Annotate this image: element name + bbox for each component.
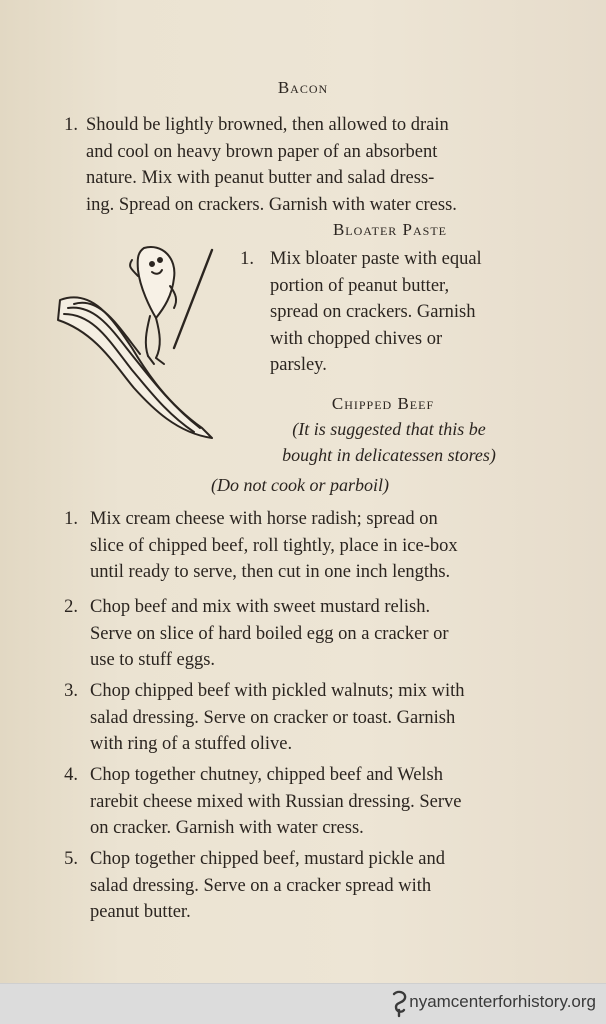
item-line: Chop together chutney, chipped beef and Welsh (90, 765, 443, 785)
item-line: with chopped chives or (270, 328, 443, 349)
item-line: Mix cream cheese with horse radish; spread on (90, 509, 438, 529)
item-number: 4. (64, 765, 78, 785)
item-line: until ready to serve, then cut in one inch lengths. (90, 562, 451, 582)
chipped-item-3 (56, 678, 536, 758)
item-line: slice of chipped beef, roll tightly, place in ice-box (90, 535, 458, 556)
bacon-item-1 (56, 112, 526, 218)
item-line: and cool on heavy brown paper of an absorbent (86, 141, 438, 162)
item-line: salad dressing. Serve on cracker or toast. Garnish (90, 707, 456, 728)
item-line: rarebit cheese mixed with Russian dressing. Serve (90, 791, 462, 812)
watermark-bar (0, 983, 606, 1024)
note-do-not-cook: (Do not cook or parboil) (211, 475, 389, 495)
item-line: nature. Mix with peanut butter and salad dress- (86, 168, 435, 188)
item-line: use to stuff eggs. (90, 650, 216, 670)
heading-chipped-beef: Chipped Beef (331, 394, 435, 413)
chipped-item-4 (56, 762, 536, 842)
bloater-item-1 (232, 246, 522, 379)
item-number: 1. (64, 509, 78, 529)
nyam-logo-icon (388, 988, 410, 1018)
item-line: Chop chipped beef with pickled walnuts; mix with (90, 681, 465, 701)
item-line: Should be lightly browned, then allowed to drain (86, 115, 449, 135)
heading-bloater-paste: Bloater Paste (332, 220, 448, 239)
bacon-rider-illustration (52, 238, 222, 453)
item-number: 5. (64, 849, 78, 869)
item-number: 1. (64, 115, 78, 135)
item-line: Mix bloater paste with equal (270, 249, 482, 269)
item-line: ing. Spread on crackers. Garnish with water cress. (86, 194, 457, 215)
chipped-item-2 (56, 594, 536, 674)
item-number: 3. (64, 681, 78, 701)
chipped-item-1 (56, 506, 536, 586)
item-line: on cracker. Garnish with water cress. (90, 818, 364, 838)
note-line: (It is suggested that this be (292, 419, 486, 439)
watermark-site[interactable]: nyamcenterforhistory.org (409, 992, 596, 1011)
item-line: Chop together chipped beef, mustard pickle and (90, 849, 445, 869)
item-line: Serve on slice of hard boiled egg on a cracker or (90, 623, 449, 644)
item-line: salad dressing. Serve on a cracker spread with (90, 875, 432, 896)
heading-bacon: Bacon (277, 78, 329, 97)
item-number: 2. (64, 597, 78, 617)
item-line: parsley. (270, 355, 327, 375)
item-number: 1. (240, 249, 254, 269)
note-delicatessen (244, 416, 534, 468)
item-line: with ring of a stuffed olive. (90, 734, 293, 754)
chipped-item-5 (56, 846, 536, 926)
item-line: Chop beef and mix with sweet mustard relish. (90, 597, 431, 617)
note-line: bought in delicatessen stores) (282, 445, 496, 465)
item-line: peanut butter. (90, 902, 191, 922)
item-line: spread on crackers. Garnish (270, 302, 476, 322)
item-line: portion of peanut butter, (270, 275, 450, 296)
